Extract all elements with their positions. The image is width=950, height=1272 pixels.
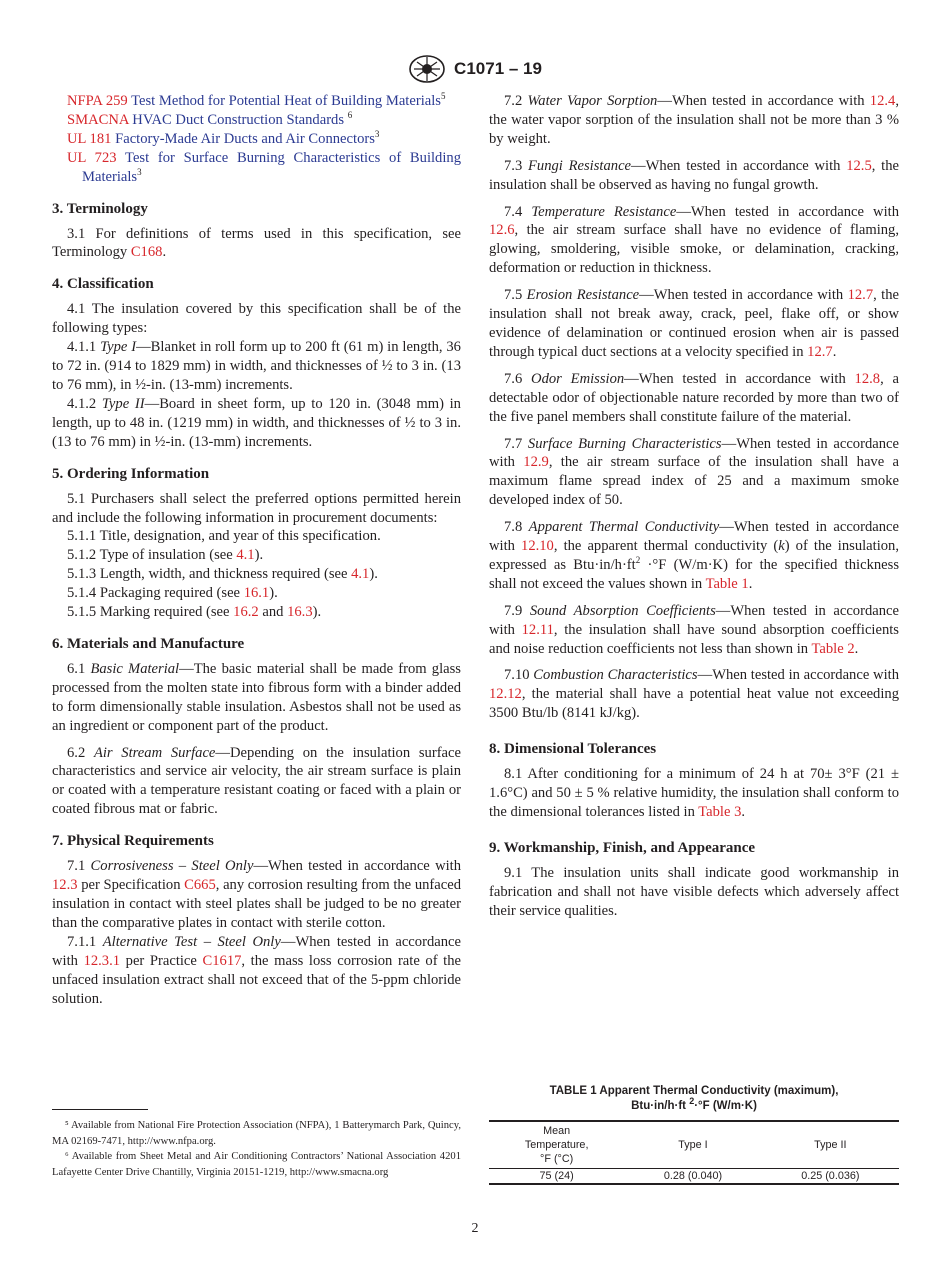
para-7-1-1: 7.1.1 Alternative Test – Steel Only—When tested in accordance with 12.3.1 per Practice C1617, the mass loss corrosion rate of the unfaced insulation extract shall not exceed that of the 5-ppm chloride solution. <box>52 933 462 1007</box>
para-7-4: 7.4 Temperature Resistance—When tested in accordance with 12.6, the air stream surface shall have no evidence of flaming, glowing, smoldering, visible smoke, or delamination, cracking, deformation or reduction in thickness. <box>489 203 899 277</box>
para-6-2: 6.2 Air Stream Surface—Depending on the insulation surface characteristics and service air velocity, the air stream surface is plain or coated with a temperature resistant coating or faced with a plain or coated fibrous mat or fabric. <box>52 744 461 818</box>
column-header-temp: Mean Temperature, °F (°C) <box>524 1125 589 1165</box>
link-12-3-1[interactable]: 12.3.1 <box>83 952 121 969</box>
para-7-1: 7.1 Corrosiveness – Steel Only—When tested in accordance with 12.3 per Specification C665, any corrosion resulting from the unfaced insulation in contact with steel plates shall be judged to be no greater than the comparative plates in contact with sterile cotton. <box>52 858 462 931</box>
cell-type2: 0.25 (0.036) <box>801 1170 860 1182</box>
footnote-mark: 3 <box>374 128 380 139</box>
ref-nfpa <box>52 92 461 111</box>
ref-title[interactable]: Test for Surface Burning Characteristics of Building Materials <box>82 149 462 185</box>
ref-title[interactable]: Factory-Made Air Ducts and Air Connectors <box>115 130 375 147</box>
para-5-1-2: 5.1.2 Type of insulation (see 4.1). <box>67 547 264 564</box>
link-table-2[interactable]: Table 2 <box>811 640 855 657</box>
para-9-1: 9.1 The insulation units shall indicate good workmanship in fabrication and shall not have visible defects which adversely affect their service qualities. <box>489 864 899 919</box>
ref-title[interactable]: Test Method for Potential Heat of Building Materials <box>131 93 441 109</box>
link-c1617[interactable]: C1617 <box>202 952 242 969</box>
cell-temp: 75 (24) <box>539 1170 574 1182</box>
link-4-1[interactable]: 4.1 <box>351 566 370 583</box>
footnote-mark: 5 <box>440 91 446 102</box>
link-4-1[interactable]: 4.1 <box>236 547 255 564</box>
section-heading-7: 7. Physical Requirements <box>52 833 214 850</box>
link-16-3[interactable]: 16.3 <box>287 604 313 621</box>
table-1 <box>489 1120 899 1185</box>
section-heading-6: 6. Materials and Manufacture <box>52 635 245 652</box>
section-heading-4: 4. Classification <box>52 276 154 293</box>
document-code: C1071 – 19 <box>454 59 542 78</box>
link-12-7[interactable]: 12.7 <box>807 343 833 360</box>
link-12-4[interactable]: 12.4 <box>869 93 896 109</box>
para-5-1-5: 5.1.5 Marking required (see 16.2 and 16.3). <box>67 604 322 621</box>
left-column <box>52 92 461 1008</box>
link-12-6[interactable]: 12.6 <box>489 222 515 239</box>
para-8-1: 8.1 After conditioning for a minimum of 24 h at 70± 3°F (21 ± 1.6°C) and 50 ± 5 % relative humidity, the insulation shall conform to the dimensional tolerances listed in Table 3. <box>489 766 899 820</box>
para-5-1-4: 5.1.4 Packaging required (see 16.1). <box>67 585 278 602</box>
footnote-6: ⁶ Available from Sheet Metal and Air Conditioning Contractors’ National Association 4201 Lafayette Center Drive Chantilly, Virginia 20151-1219, http://www.smacna.org <box>52 1151 461 1178</box>
para-7-8: 7.8 Apparent Thermal Conductivity—When tested in accordance with 12.10, the apparent thermal conductivity (k) of the insulation, expressed as $Btu\cdot in/h\cdot ft^2 \cdot^\circ F$ (W/m·K) for the specified thickness shall not exceed the values shown in Table 1. <box>489 519 900 592</box>
ref-code[interactable]: SMACNA <box>67 111 129 128</box>
para-7-5: 7.5 Erosion Resistance—When tested in accordance with 12.7, the insulation shall not break away, crack, peel, flake off, or show evidence of delamination or continued erosion when air is passed through typical duct sections at a velocity specified in 12.7. <box>489 287 900 360</box>
link-16-1[interactable]: 16.1 <box>243 585 270 602</box>
link-12-3[interactable]: 12.3 <box>52 877 78 894</box>
footnote-mark: 6 <box>347 110 353 121</box>
astm-logo-icon <box>408 54 446 84</box>
link-c665[interactable]: C665 <box>184 877 216 894</box>
para-5-1-3: 5.1.3 Length, width, and thickness required (see 4.1). <box>67 566 378 583</box>
link-table-1[interactable]: Table 1 <box>705 575 749 592</box>
para-5-1: 5.1 Purchasers shall select the preferred options permitted herein and include the following information in procurement documents: <box>52 490 461 526</box>
link-12-9[interactable]: 12.9 <box>523 454 549 471</box>
ref-code[interactable]: UL 181 <box>67 130 112 147</box>
link-table-3[interactable]: Table 3 <box>698 804 742 820</box>
para-5-1-1: 5.1.1 Title, designation, and year of this specification. <box>67 528 381 545</box>
page-number: 2 <box>471 1221 479 1236</box>
para-4-1-1: 4.1.1 Type I—Blanket in roll form up to 200 ft (61 m) in length, 36 to 72 in. (914 to 1829 mm) in width, and thicknesses of ½ to 3 in. (13 to 76 mm), in ½-in. (13-mm) increments. <box>52 339 461 393</box>
para-6-1: 6.1 Basic Material—The basic material shall be made from glass processed from the molten state into fibrous form with a binder added to form dimensionally stable insulation. Asbestos shall not be used as an ingredient or component part of the product. <box>52 660 461 734</box>
link-12-7[interactable]: 12.7 <box>847 287 874 304</box>
footnote-mark: 3 <box>137 166 142 177</box>
link-12-11[interactable]: 12.11 <box>521 621 554 638</box>
para-7-3: 7.3 Fungi Resistance—When tested in accordance with 12.5, the insulation shall be observed as having no fungal growth. <box>489 157 899 193</box>
link-16-2[interactable]: 16.2 <box>233 604 259 621</box>
page-header <box>0 54 950 84</box>
para-7-6: 7.6 Odor Emission—When tested in accordance with 12.8, a detectable odor of objectionable nature recorded by more than two of the five panel members shall constitute failure of the material. <box>489 370 899 425</box>
section-heading-3: 3. Terminology <box>52 200 148 217</box>
para-7-9: 7.9 Sound Absorption Coefficients—When tested in accordance with 12.11, the insulation shall have sound absorption coefficients and noise reduction coefficients not less than shown in Table 2. <box>489 602 899 657</box>
section-heading-9: 9. Workmanship, Finish, and Appearance <box>489 839 756 856</box>
para-4-1-2: 4.1.2 Type II—Board in sheet form, up to 120 in. (3048 mm) in length, up to 48 in. (1219 mm) in width, and thicknesses of ½ to 3 in. (13 to 76 mm) in ½-in. (13-mm) increments. <box>52 395 461 450</box>
para-3-1: 3.1 For definitions of terms used in this specification, see Terminology C168. <box>52 225 461 261</box>
column-header-type2: Type II <box>814 1139 847 1151</box>
section-heading-5: 5. Ordering Information <box>52 465 210 482</box>
column-header-type1: Type I <box>678 1139 708 1151</box>
ref-ul723 <box>52 149 461 187</box>
table-row <box>489 1169 899 1185</box>
link-12-8[interactable]: 12.8 <box>854 370 881 387</box>
link-12-12[interactable]: 12.12 <box>489 686 522 703</box>
section-heading-8: 8. Dimensional Tolerances <box>489 741 657 758</box>
footnotes <box>52 1118 461 1180</box>
para-7-7: 7.7 Surface Burning Characteristics—When tested in accordance with 12.9, the air stream surface of the insulation shall have a maximum flame spread index of 25 and a maximum smoke developed index of 50. <box>489 435 899 509</box>
link-12-5[interactable]: 12.5 <box>846 157 872 174</box>
right-column <box>489 92 899 921</box>
para-7-2: 7.2 Water Vapor Sorption—When tested in accordance with 12.4, the water vapor sorption of the insulation shall not be more than 3 % by weight. <box>489 93 899 147</box>
link-12-10[interactable]: 12.10 <box>521 538 554 555</box>
footnote-5: ⁵ Available from National Fire Protection Association (NFPA), 1 Batterymarch Park, Quincy, MA 02169-7471, http://www.nfpa.org. <box>52 1120 461 1147</box>
para-4-1: 4.1 The insulation covered by this specification shall be of the following types: <box>52 301 461 337</box>
cell-type1: 0.28 (0.040) <box>663 1170 723 1182</box>
ref-code[interactable]: UL 723 <box>67 149 117 166</box>
ref-smacna <box>52 111 461 130</box>
footnote-divider <box>52 1109 148 1110</box>
link-c168[interactable]: C168 <box>130 244 163 261</box>
table-1-title: TABLE 1 Apparent Thermal Conductivity (maximum), Btu·in/h·ft $^2$·°F (W/m·K) <box>549 1085 839 1112</box>
ref-ul181 <box>52 130 461 149</box>
ref-code[interactable]: NFPA 259 <box>67 93 128 109</box>
para-7-10: 7.10 Combustion Characteristics—When tested in accordance with 12.12, the material shall have a potential heat value not exceeding 3500 Btu/lb (8141 kJ/kg). <box>489 667 899 722</box>
ref-title[interactable]: HVAC Duct Construction Standards <box>132 111 345 128</box>
